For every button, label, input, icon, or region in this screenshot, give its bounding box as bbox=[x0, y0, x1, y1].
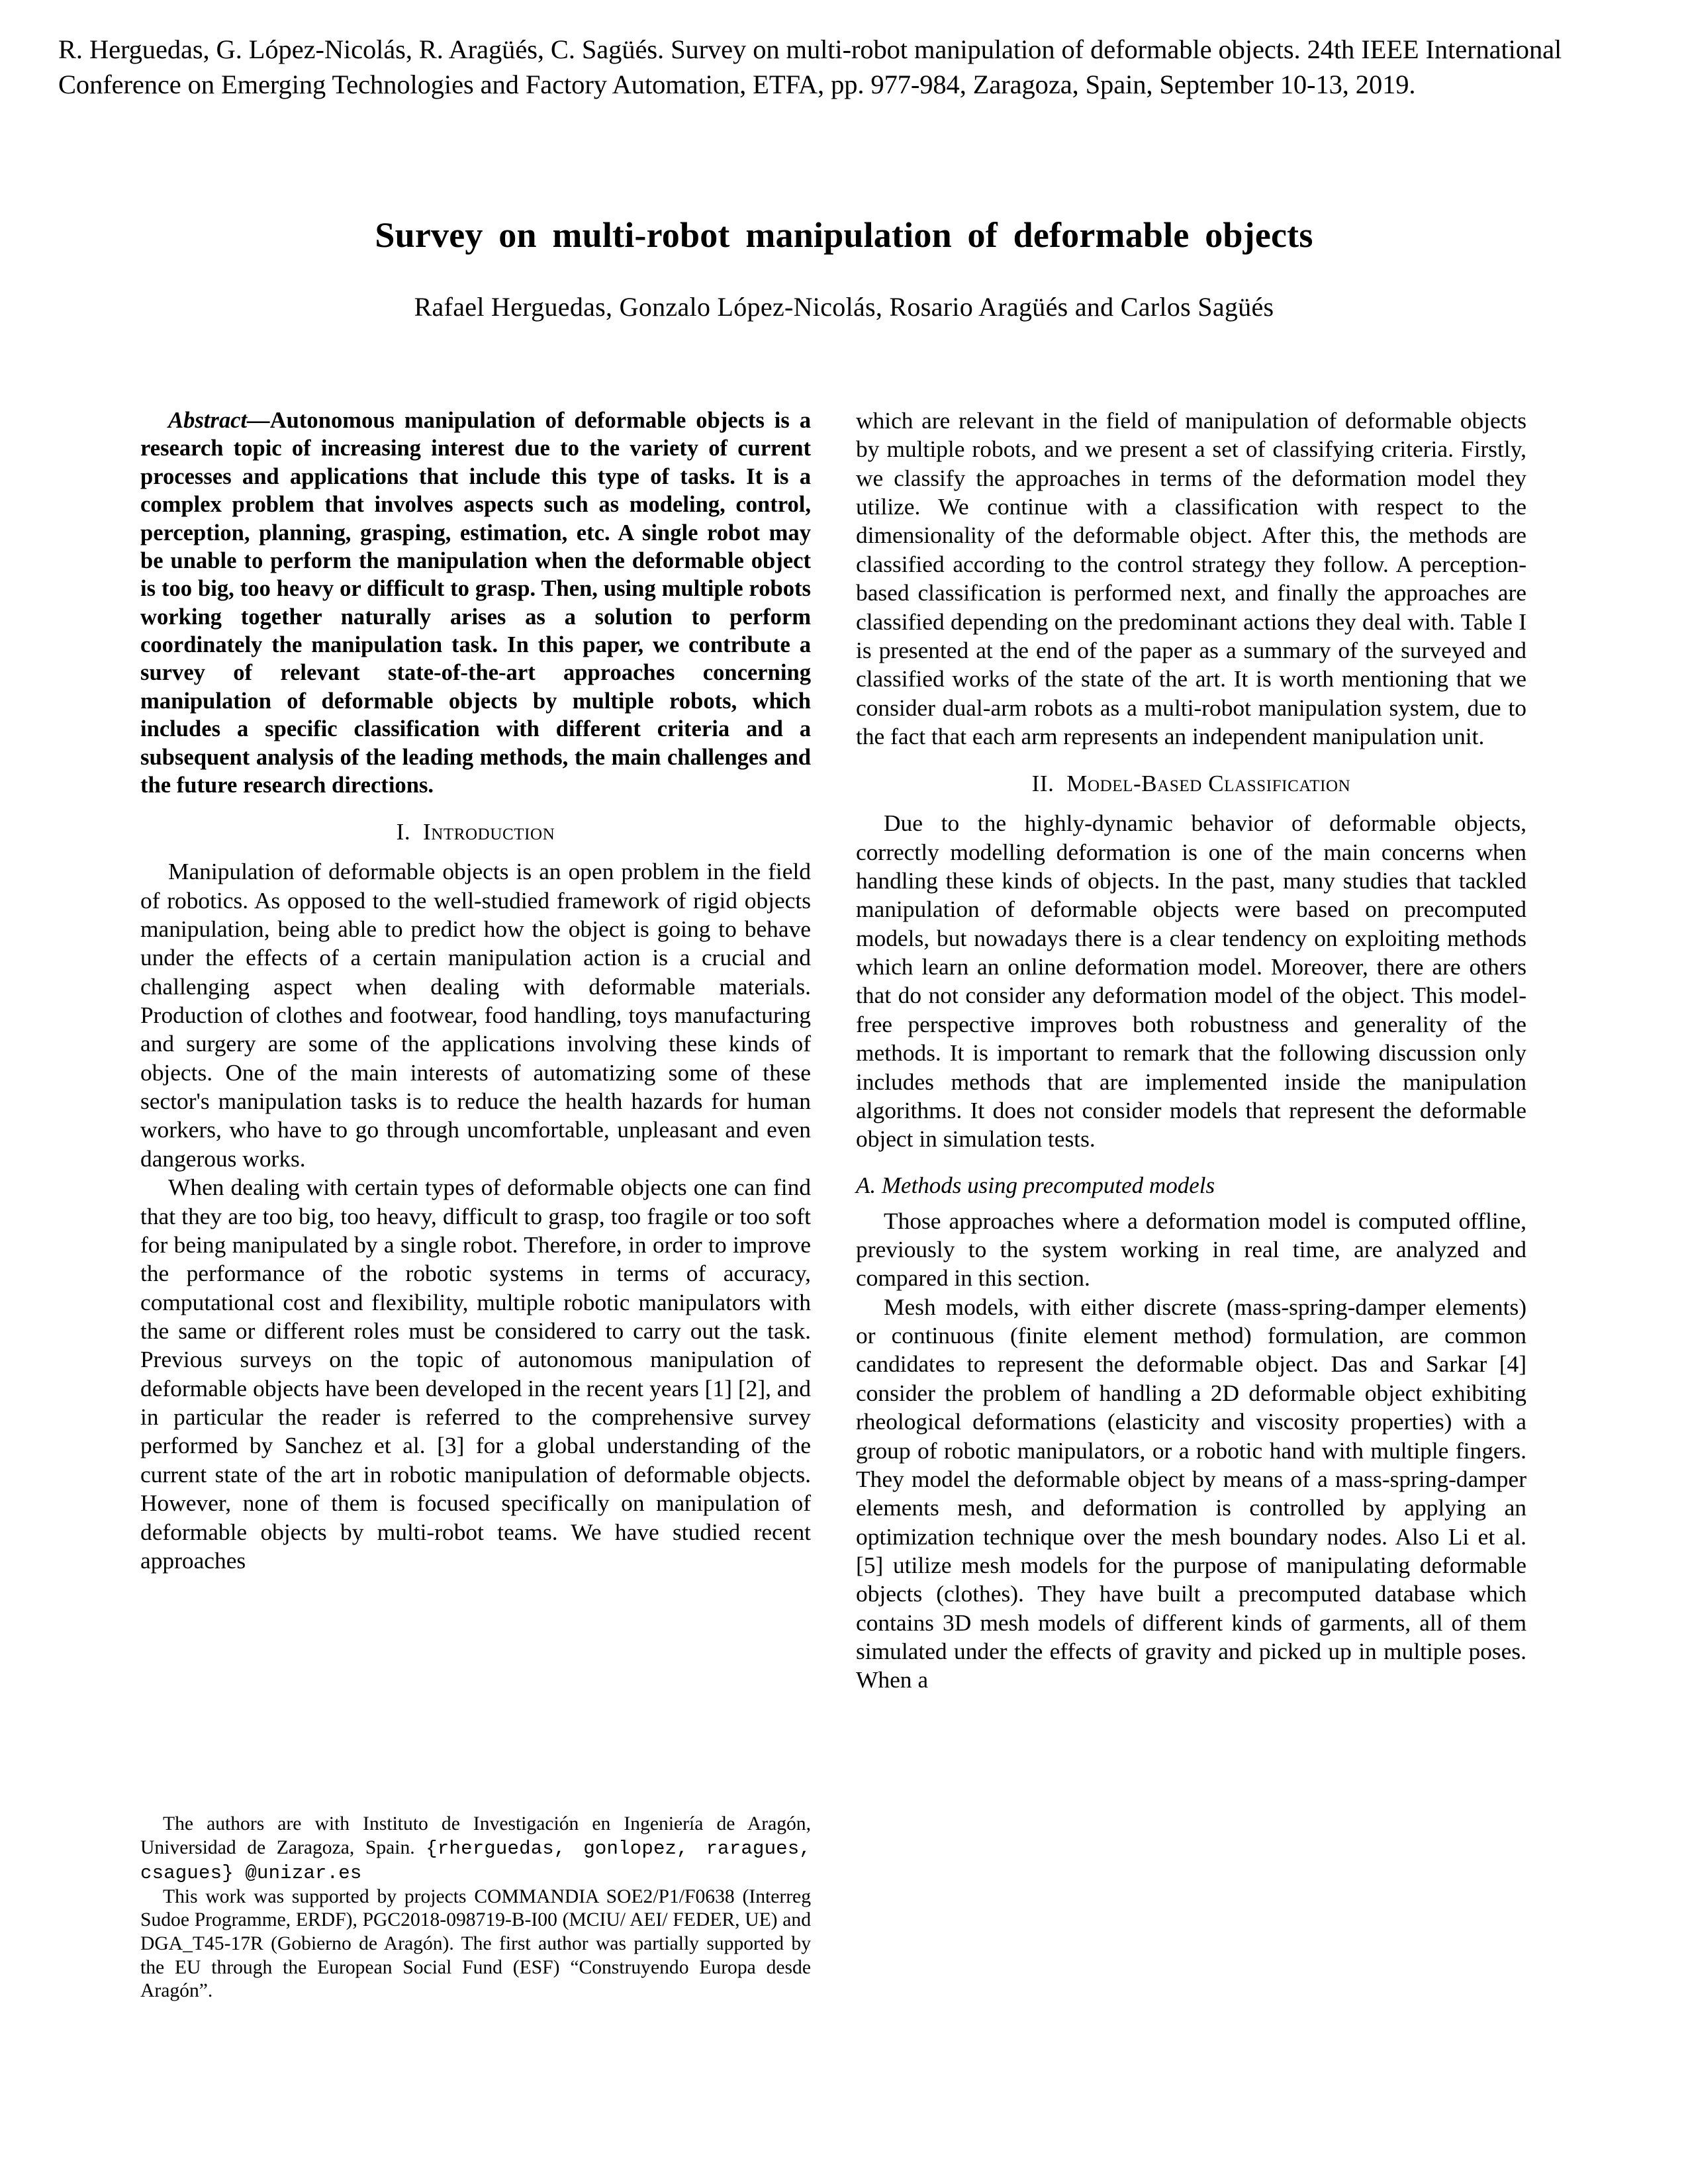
footnote-affiliation bbox=[140, 1813, 811, 1885]
section-heading-introduction bbox=[140, 819, 811, 845]
footnote-funding: This work was supported by projects COMMANDIA SOE2/P1/F0638 (Interreg Sudoe Programme, ERDF), PGC2018-098719-B-I00 (MCIU/ AEI/ FEDER, UE) and DGA_T45-17R (Gobierno de Aragón). The first author was partially supported by the EU through the European Social Fund (ESF) “Construyendo Europa desde Aragón”. bbox=[140, 1885, 811, 2002]
page-title: Survey on multi-robot manipulation of deformable objects bbox=[375, 215, 1313, 256]
section-title-model-based: Model-Based Classification bbox=[1066, 771, 1351, 797]
intro-paragraph-3: which are relevant in the field of manipulation of deformable objects by multiple robots, and we present a set of classifying criteria. Firstly, we classify the approaches in terms of the deformation model they utilize. We continue with a classification with respect to the dimensionality of the deformable object. After this, the methods are classified according to the control strategy they follow. A perception-based classification is performed next, and finally the approaches are classified depending on the predominant actions they deal with. Table I is presented at the end of the paper as a summary of the surveyed and classified works of the state of the art. It is worth mentioning that we consider dual-arm robots as a multi-robot manipulation system, due to the fact that each arm represents an independent manipulation unit. bbox=[856, 407, 1526, 749]
footnote-email: {rherguedas, gonlopez, raragues, csagues} @unizar.es bbox=[140, 1837, 811, 1884]
abstract-label: Abstract— bbox=[168, 408, 270, 433]
right-column bbox=[856, 406, 1526, 1695]
footnote-block bbox=[140, 1813, 811, 2003]
section-number-introduction: I. bbox=[396, 819, 411, 845]
left-column bbox=[140, 406, 811, 1575]
abstract-paragraph bbox=[140, 406, 811, 799]
abstract-text: Autonomous manipulation of deformable objects is a research topic of increasing interest due to the variety of current processes and applications that include this type of tasks. It is a complex problem that involves aspects such as modeling, control, perception, planning, grasping, estimation, etc. A single robot may be unable to perform the manipulation when the deformable object is too big, too heavy or difficult to grasp. Then, using multiple robots working together naturally arises as a solution to perform coordinately the manipulation task. In this paper, we contribute a survey of relevant state-of-the-art approaches concerning manipulation of deformable objects by multiple robots, which includes a specific classification with different criteria and a subsequent analysis of the leading methods, the main challenges and the future research directions. bbox=[140, 408, 811, 798]
section-heading-model-based bbox=[856, 771, 1526, 797]
subsection-heading-precomputed-models: A. Methods using precomputed models bbox=[856, 1172, 1215, 1198]
subsection-a-paragraph-1: Those approaches where a deformation model is computed offline, previously to the system working in real time, are analyzed and compared in this section. bbox=[856, 1207, 1526, 1292]
intro-paragraph-2: When dealing with certain types of deformable objects one can find that they are too big, too heavy, difficult to grasp, too fragile or too soft for being manipulated by a single robot. Therefore, in order to improve the performance of the robotic systems in terms of accuracy, computational cost and flexibility, multiple robotic manipulators with the same or different roles must be considered to carry out the task. Previous surveys on the topic of autonomous manipulation of deformable objects have been developed in the recent years [1] [2], and in particular the reader is referred to the comprehensive survey performed by Sanchez et al. [3] for a global understanding of the current state of the art in robotic manipulation of deformable objects. However, none of them is focused specifically on manipulation of deformable objects by multi-robot teams. We have studied recent approaches bbox=[140, 1174, 811, 1574]
subsection-a-paragraph-2: Mesh models, with either discrete (mass-spring-damper elements) or continuous (finite element method) formulation, are common candidates to represent the deformable object. Das and Sarkar [4] consider the problem of handling a 2D deformable object exhibiting rheological deformations (elasticity and viscosity properties) with a group of robotic manipulators, or a robotic hand with multiple fingers. They model the deformable object by means of a mass-spring-damper elements mesh, and deformation is controlled by applying an optimization technique over the mesh boundary nodes. Also Li et al. [5] utilize mesh models for the purpose of manipulating deformable objects (clothes). They have built a precomputed database which contains 3D mesh models of different kinds of garments, all of them simulated under the effects of gravity and picked up in multiple poses. When a bbox=[856, 1293, 1526, 1693]
footnote-affiliation-text: The authors are with Instituto de Investigación en Ingeniería de Aragón, Universidad de Zaragoza, Spain. bbox=[140, 1813, 811, 1858]
section-number-model-based: II. bbox=[1031, 771, 1055, 797]
intro-paragraph-1: Manipulation of deformable objects is an open problem in the field of robotics. As opposed to the well-studied framework of rigid objects manipulation, being able to predict how the object is going to behave under the effects of a certain manipulation action is a crucial and challenging aspect when dealing with deformable materials. Production of clothes and footwear, food handling, toys manufacturing and surgery are some of the applications involving these kinds of objects. One of the main interests of automatizing some of these sector's manipulation tasks is to reduce the health hazards for human workers, who have to go through uncomfortable, unpleasant and even dangerous works. bbox=[140, 858, 811, 1172]
section-title-introduction: Introduction bbox=[422, 819, 555, 845]
model-based-paragraph-1: Due to the highly-dynamic behavior of deformable objects, correctly modelling deformation is one of the main concerns when handling these kinds of objects. In the past, many studies that tackled manipulation of deformable objects were based on precomputed models, but nowadays there is a clear tendency on exploiting methods which learn an online deformation model. Moreover, there are others that do not consider any deformation model of the object. This model-free perspective improves both robustness and generality of the methods. It is important to remark that the following discussion only includes methods that are implemented inside the manipulation algorithms. It does not consider models that represent the deformable object in simulation tests. bbox=[856, 810, 1526, 1153]
author-list: Rafael Herguedas, Gonzalo López-Nicolás, Rosario Aragüés and Carlos Sagüés bbox=[414, 292, 1274, 322]
header-citation: R. Herguedas, G. López-Nicolás, R. Aragüés, C. Sagüés. Survey on multi-robot manipulation of deformable objects. 24th IEEE International Conference on Emerging Technologies and Factory Automation, ETFA, pp. 977-984, Zaragoza, Spain, September 10-13, 2019. bbox=[58, 34, 1562, 100]
